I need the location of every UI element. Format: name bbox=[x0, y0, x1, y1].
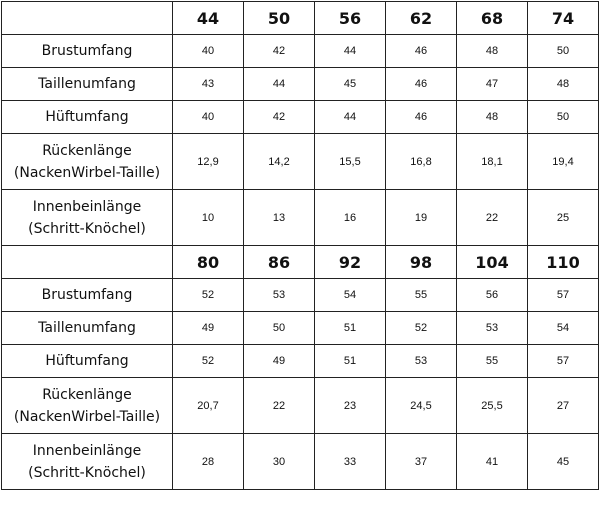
value-cell: 47 bbox=[457, 68, 528, 101]
value-cell: 49 bbox=[173, 312, 244, 345]
row-label-line: Innenbeinlänge bbox=[32, 442, 142, 459]
size-header-cell: 74 bbox=[528, 2, 599, 35]
size-chart-table bbox=[1, 1, 599, 490]
value-cell: 10 bbox=[173, 190, 244, 246]
table-row bbox=[2, 68, 599, 101]
value-cell: 33 bbox=[315, 434, 386, 490]
size-header-cell: 62 bbox=[386, 2, 457, 35]
value-cell: 25,5 bbox=[457, 378, 528, 434]
value-cell: 57 bbox=[528, 345, 599, 378]
value-cell: 54 bbox=[528, 312, 599, 345]
row-label-subline: (NackenWirbel-Taille) bbox=[13, 164, 161, 181]
value-cell: 20,7 bbox=[173, 378, 244, 434]
value-cell: 23 bbox=[315, 378, 386, 434]
row-label-line: Rückenlänge bbox=[42, 386, 132, 403]
row-label-chest: Brustumfang bbox=[2, 279, 173, 312]
value-cell: 13 bbox=[244, 190, 315, 246]
value-cell: 15,5 bbox=[315, 134, 386, 190]
value-cell: 48 bbox=[457, 101, 528, 134]
size-header-cell: 86 bbox=[244, 246, 315, 279]
table-row bbox=[2, 279, 599, 312]
table-row bbox=[2, 345, 599, 378]
value-cell: 53 bbox=[386, 345, 457, 378]
value-cell: 22 bbox=[457, 190, 528, 246]
value-cell: 28 bbox=[173, 434, 244, 490]
row-label-line: Rückenlänge bbox=[42, 142, 132, 159]
value-cell: 45 bbox=[315, 68, 386, 101]
size-header-cell: 80 bbox=[173, 246, 244, 279]
size-header-cell: 44 bbox=[173, 2, 244, 35]
value-cell: 37 bbox=[386, 434, 457, 490]
size-header-cell: 50 bbox=[244, 2, 315, 35]
row-label-back-length bbox=[2, 378, 173, 434]
size-header-cell: 68 bbox=[457, 2, 528, 35]
value-cell: 44 bbox=[244, 68, 315, 101]
value-cell: 12,9 bbox=[173, 134, 244, 190]
value-cell: 14,2 bbox=[244, 134, 315, 190]
value-cell: 40 bbox=[173, 101, 244, 134]
value-cell: 51 bbox=[315, 312, 386, 345]
value-cell: 19 bbox=[386, 190, 457, 246]
value-cell: 43 bbox=[173, 68, 244, 101]
row-label-hip: Hüftumfang bbox=[2, 101, 173, 134]
row-label-inseam bbox=[2, 190, 173, 246]
row-label-waist: Taillenumfang bbox=[2, 312, 173, 345]
value-cell: 46 bbox=[386, 68, 457, 101]
value-cell: 42 bbox=[244, 101, 315, 134]
row-label-back-length bbox=[2, 134, 173, 190]
value-cell: 55 bbox=[457, 345, 528, 378]
value-cell: 24,5 bbox=[386, 378, 457, 434]
table-row bbox=[2, 312, 599, 345]
value-cell: 40 bbox=[173, 35, 244, 68]
table-row bbox=[2, 434, 599, 490]
value-cell: 48 bbox=[528, 68, 599, 101]
value-cell: 27 bbox=[528, 378, 599, 434]
value-cell: 50 bbox=[528, 35, 599, 68]
value-cell: 16 bbox=[315, 190, 386, 246]
row-label-subline: (NackenWirbel-Taille) bbox=[13, 408, 161, 425]
header-corner-cell bbox=[2, 246, 173, 279]
size-header-cell: 56 bbox=[315, 2, 386, 35]
row-label-chest: Brustumfang bbox=[2, 35, 173, 68]
size-header-row bbox=[2, 2, 599, 35]
value-cell: 41 bbox=[457, 434, 528, 490]
value-cell: 53 bbox=[457, 312, 528, 345]
row-label-line: Innenbeinlänge bbox=[32, 198, 142, 215]
value-cell: 22 bbox=[244, 378, 315, 434]
table-row bbox=[2, 190, 599, 246]
size-header-row bbox=[2, 246, 599, 279]
value-cell: 49 bbox=[244, 345, 315, 378]
value-cell: 48 bbox=[457, 35, 528, 68]
value-cell: 51 bbox=[315, 345, 386, 378]
value-cell: 25 bbox=[528, 190, 599, 246]
value-cell: 52 bbox=[173, 279, 244, 312]
value-cell: 52 bbox=[386, 312, 457, 345]
value-cell: 19,4 bbox=[528, 134, 599, 190]
value-cell: 57 bbox=[528, 279, 599, 312]
row-label-hip: Hüftumfang bbox=[2, 345, 173, 378]
value-cell: 16,8 bbox=[386, 134, 457, 190]
value-cell: 18,1 bbox=[457, 134, 528, 190]
value-cell: 46 bbox=[386, 35, 457, 68]
value-cell: 52 bbox=[173, 345, 244, 378]
header-corner-cell bbox=[2, 2, 173, 35]
table-row bbox=[2, 35, 599, 68]
table-row bbox=[2, 378, 599, 434]
row-label-inseam bbox=[2, 434, 173, 490]
size-header-cell: 92 bbox=[315, 246, 386, 279]
row-label-subline: (Schritt-Knöchel) bbox=[28, 464, 146, 481]
value-cell: 42 bbox=[244, 35, 315, 68]
value-cell: 45 bbox=[528, 434, 599, 490]
value-cell: 30 bbox=[244, 434, 315, 490]
value-cell: 44 bbox=[315, 101, 386, 134]
value-cell: 55 bbox=[386, 279, 457, 312]
table-row bbox=[2, 101, 599, 134]
value-cell: 46 bbox=[386, 101, 457, 134]
value-cell: 54 bbox=[315, 279, 386, 312]
row-label-subline: (Schritt-Knöchel) bbox=[28, 220, 146, 237]
size-header-cell: 110 bbox=[528, 246, 599, 279]
value-cell: 50 bbox=[528, 101, 599, 134]
table-row bbox=[2, 134, 599, 190]
size-header-cell: 104 bbox=[457, 246, 528, 279]
row-label-waist: Taillenumfang bbox=[2, 68, 173, 101]
value-cell: 56 bbox=[457, 279, 528, 312]
value-cell: 44 bbox=[315, 35, 386, 68]
value-cell: 50 bbox=[244, 312, 315, 345]
value-cell: 53 bbox=[244, 279, 315, 312]
size-header-cell: 98 bbox=[386, 246, 457, 279]
